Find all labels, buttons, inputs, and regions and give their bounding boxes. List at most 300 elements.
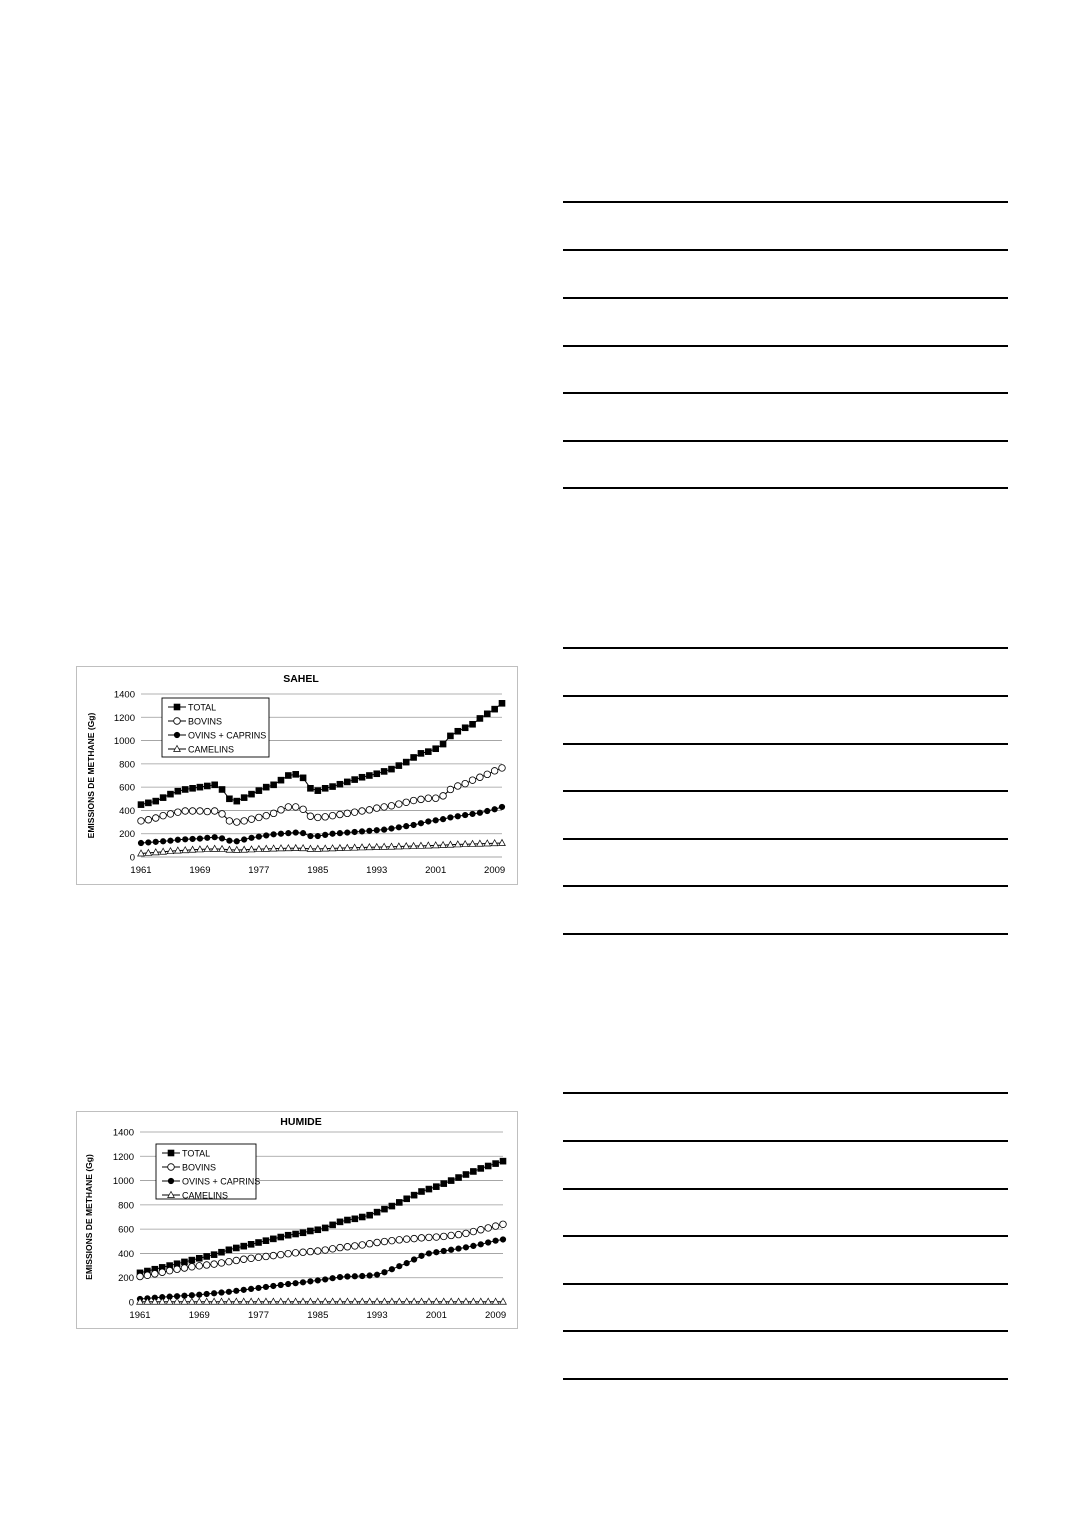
data-point [403,1236,410,1243]
data-point [286,830,292,836]
data-point [432,795,439,802]
data-point [344,779,350,785]
data-point [374,827,380,833]
data-point [256,788,262,794]
data-point [293,830,299,836]
data-point [241,818,248,825]
data-point [256,814,263,821]
sahel-legend [162,698,269,757]
rule-line [563,392,1008,394]
legend-label: OVINS + CAPRINS [182,1176,261,1187]
data-point [167,811,174,818]
data-point [381,768,387,774]
x-tick-label: 1977 [247,1310,270,1321]
data-point [263,833,269,839]
humide-legend [156,1144,260,1201]
data-point [381,1238,388,1245]
data-point [411,822,417,828]
data-point [300,775,306,781]
sahel-svg [77,667,517,884]
rule-line [563,345,1008,347]
data-point [485,1240,491,1246]
data-point [300,1298,307,1304]
data-point [285,1298,292,1304]
data-point [477,774,484,781]
rule-line [563,647,1008,649]
data-point [470,1228,477,1235]
data-point [381,827,387,833]
legend-label: BOVINS [188,716,223,727]
data-point [337,1274,343,1280]
data-point [493,1238,499,1244]
data-point [226,1258,233,1265]
data-point [500,1221,507,1228]
data-point [292,1298,299,1304]
data-point [226,1247,232,1253]
data-point [205,835,211,841]
data-point [426,1251,432,1257]
humide-series-3 [137,1298,507,1304]
data-point [500,1298,507,1304]
data-point [314,1298,321,1304]
y-tick-label: 600 [118,1224,134,1236]
data-point [218,1298,225,1304]
data-point [322,814,329,821]
data-point [470,1298,477,1304]
data-point [263,812,270,819]
y-tick-label: 1000 [112,1176,134,1188]
data-point [433,1298,440,1304]
data-point [218,1260,225,1267]
data-point [227,838,233,844]
x-tick-label: 1993 [366,865,388,876]
data-point [277,1298,284,1304]
rule-line [563,743,1008,745]
data-point [307,1248,314,1255]
data-point [411,1235,418,1242]
data-point [382,1269,388,1275]
y-tick-label: 1000 [113,736,135,748]
data-point [152,1271,159,1278]
x-tick-label: 1985 [307,865,329,876]
x-tick-label: 1977 [248,865,270,876]
rule-line [563,440,1008,442]
data-point [337,1298,344,1304]
data-point [278,1234,284,1240]
data-point [359,1273,365,1279]
rule-line [563,1235,1008,1237]
data-point [389,1237,396,1244]
rule-line [563,249,1008,251]
data-point [485,1225,492,1232]
data-point [196,1255,202,1261]
data-point [462,812,468,818]
data-point [425,795,432,802]
data-point [396,763,402,769]
data-point [426,1298,433,1304]
x-tick-label: 2001 [425,1310,447,1321]
data-point [145,800,151,806]
data-point [204,783,210,789]
data-point [292,1250,299,1257]
data-point [337,1219,343,1225]
data-point [153,798,159,804]
data-point [411,754,417,760]
data-point [190,836,196,842]
data-point [418,820,424,826]
data-point [492,706,498,712]
data-point [337,811,344,818]
data-point [419,1189,425,1195]
x-tick-label: 2009 [484,865,506,876]
data-point [485,1298,492,1304]
data-point [190,785,196,791]
data-point [240,1256,247,1263]
data-point [234,1288,240,1294]
data-point [344,1217,350,1223]
data-point [255,1254,262,1261]
data-point [373,805,380,812]
data-point [285,773,291,779]
data-point [285,1281,291,1287]
data-point [234,798,240,804]
data-point [337,1244,344,1251]
data-point [211,1252,217,1258]
data-point [278,1282,284,1288]
data-point [426,1186,432,1192]
data-point [182,786,188,792]
data-point [418,1298,425,1304]
data-point [352,1216,358,1222]
data-point [448,1232,455,1239]
data-point [271,1283,277,1289]
data-point [174,1266,181,1273]
data-point [330,784,336,790]
data-point [233,1257,240,1264]
data-point [255,1298,262,1304]
data-point [233,819,240,826]
data-point [367,1273,373,1279]
data-point [263,1238,269,1244]
sahel-title: SAHEL [283,673,319,685]
x-tick-label: 1961 [129,1310,151,1321]
data-point [248,1286,254,1292]
data-point [381,804,388,811]
data-point [440,793,447,800]
data-point [463,1172,469,1178]
data-point [499,765,506,772]
rule-line [563,1140,1008,1142]
data-point [322,1298,329,1304]
data-point [337,830,343,836]
data-point [196,1292,202,1298]
data-point [270,810,277,817]
data-point [166,1267,173,1274]
data-point [212,834,218,840]
y-tick-label: 400 [118,1248,134,1260]
data-point [500,1158,506,1164]
data-point [492,1223,499,1230]
data-point [374,1209,380,1215]
data-point [403,823,409,829]
data-point [307,785,313,791]
data-point [410,797,417,804]
data-point [315,788,321,794]
rule-line [563,1283,1008,1285]
data-point [241,1243,247,1249]
data-point [181,1265,188,1272]
y-tick-label: 600 [119,782,135,794]
data-point [418,750,424,756]
data-point [447,786,454,793]
data-point [175,809,182,816]
data-point [441,1248,447,1254]
rule-line [563,1092,1008,1094]
data-point [440,741,446,747]
legend-label: CAMELINS [182,1190,229,1201]
data-point [263,1284,269,1290]
data-point [248,816,255,823]
data-point [440,816,446,822]
data-point [293,1231,299,1237]
data-point [278,831,284,837]
data-point [455,813,461,819]
data-point [234,838,240,844]
data-point [263,784,269,790]
data-point [396,1263,402,1269]
data-point [367,828,373,834]
y-tick-label: 800 [119,759,135,771]
data-point [204,1253,210,1259]
data-point [499,700,505,706]
legend-marker [174,704,180,710]
data-point [137,1273,144,1280]
data-point [182,837,188,843]
data-point [352,1273,358,1279]
data-point [219,811,226,818]
data-point [485,1163,491,1169]
data-point [167,791,173,797]
y-tick-label: 200 [119,829,135,841]
data-point [233,1245,239,1251]
data-point [441,1181,447,1187]
x-tick-label: 1993 [366,1310,388,1321]
data-point [359,1242,366,1249]
data-point [456,1246,462,1252]
data-point [211,1261,218,1268]
data-point [493,1161,499,1167]
rule-line [563,933,1008,935]
data-point [256,1285,262,1291]
humide-svg [77,1112,517,1328]
data-point [241,1287,247,1293]
data-point [181,1298,188,1304]
data-point [330,1222,336,1228]
data-point [367,1212,373,1218]
data-point [366,773,372,779]
data-point [352,829,358,835]
data-point [484,711,490,717]
rule-line [563,695,1008,697]
chart-sahel [76,666,518,885]
data-point [293,771,299,777]
data-point [211,845,218,851]
data-point [454,783,461,790]
data-point [492,1298,499,1304]
data-point [381,1206,387,1212]
data-point [500,1237,506,1243]
data-point [404,1260,410,1266]
legend-label: OVINS + CAPRINS [188,730,267,741]
data-point [359,808,366,815]
data-point [308,1279,314,1285]
x-tick-label: 1969 [188,1310,210,1321]
data-point [211,1298,218,1304]
data-point [168,838,174,844]
data-point [293,1280,299,1286]
data-point [389,826,395,832]
data-point [322,1277,328,1283]
data-point [491,768,498,775]
rule-line [563,1330,1008,1332]
data-point [345,1274,351,1280]
data-point [470,811,476,817]
data-point [189,1298,196,1304]
data-point [396,1199,402,1205]
data-point [189,1263,196,1270]
data-point [389,1203,395,1209]
data-point [315,814,322,821]
data-point [226,796,232,802]
data-point [249,791,255,797]
data-point [315,833,321,839]
legend-label: BOVINS [182,1162,217,1173]
data-point [388,802,395,809]
y-tick-label: 400 [119,805,135,817]
y-tick-label: 0 [128,1297,134,1309]
data-point [374,1239,381,1246]
data-point [344,1298,351,1304]
data-point [344,830,350,836]
data-point [277,1251,284,1258]
data-point [344,810,351,817]
data-point [270,1252,277,1259]
data-point [196,1263,203,1270]
data-point [330,1275,336,1281]
rule-line [563,201,1008,203]
data-point [389,1298,396,1304]
legend-marker [168,1150,174,1156]
x-tick-label: 1961 [130,865,152,876]
data-point [456,1175,462,1181]
rule-line [563,1378,1008,1380]
data-point [278,807,285,814]
data-point [440,1233,447,1240]
data-point [359,1214,365,1220]
data-point [484,808,490,814]
data-point [308,833,314,839]
rule-line [563,1188,1008,1190]
data-point [329,1298,336,1304]
data-point [211,808,218,815]
data-point [492,806,498,812]
data-point [322,1225,328,1231]
data-point [240,1298,247,1304]
data-point [499,840,506,846]
data-point [418,796,425,803]
data-point [189,1292,195,1298]
data-point [285,804,292,811]
data-point [366,1298,373,1304]
data-point [484,771,491,778]
y-tick-label: 1400 [112,1127,134,1139]
data-point [448,1247,454,1253]
data-point [322,785,328,791]
data-point [374,1298,381,1304]
data-point [226,1298,233,1304]
data-point [138,840,144,846]
data-point [396,825,402,831]
data-point [470,1168,476,1174]
data-point [433,1234,440,1241]
humide-ylabel: EMISSIONS DE METHANE (Gg) [84,1154,94,1280]
data-point [418,1235,425,1242]
data-point [433,746,439,752]
data-point [153,839,159,845]
data-point [404,1196,410,1202]
y-tick-label: 1400 [113,689,135,701]
data-point [263,1298,270,1304]
data-point [203,1262,210,1269]
data-point [300,1249,307,1256]
data-point [477,1226,484,1233]
data-point [477,715,483,721]
data-point [396,1298,403,1304]
data-point [241,837,247,843]
data-point [138,802,144,808]
data-point [249,835,255,841]
data-point [189,1257,195,1263]
data-point [359,829,365,835]
data-point [329,812,336,819]
data-point [499,804,505,810]
data-point [197,784,203,790]
data-point [433,1184,439,1190]
legend-marker [168,1178,174,1184]
data-point [374,771,380,777]
data-point [300,806,307,813]
x-tick-label: 1969 [189,865,211,876]
rule-line [563,838,1008,840]
data-point [478,1242,484,1248]
data-point [181,1259,187,1265]
data-point [455,1231,462,1238]
data-point [477,810,483,816]
data-point [463,1245,469,1251]
data-point [315,1278,321,1284]
data-point [455,728,461,734]
data-point [218,1249,224,1255]
data-point [175,837,181,843]
data-point [411,1298,418,1304]
data-point [447,733,453,739]
data-point [352,1243,359,1250]
series-line [141,768,502,822]
data-point [469,777,476,784]
data-point [470,721,476,727]
data-point [426,819,432,825]
rule-line [563,790,1008,792]
